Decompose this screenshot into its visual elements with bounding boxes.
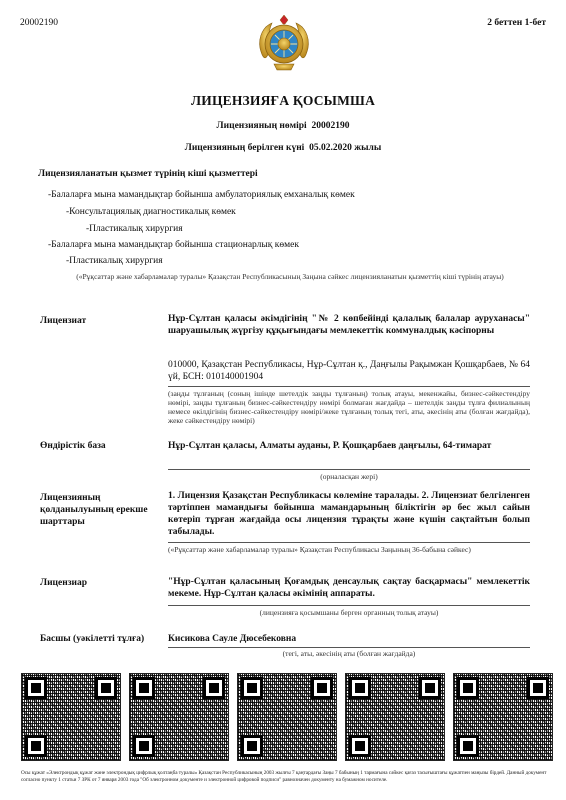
special-terms-value: 1. Лицензия Қазақстан Республикасы көлеміне таралады. 2. Лицензиат белгіленген тәртіппен мамандығы бойынша мамандарының біліктігін әр бес жыл сайын көтеріп тұрған жағдайда осы лицензия тұрақты және күшін сақтайтын болып табылады. bbox=[168, 491, 530, 537]
service-item: -Консультациялық диагностикалық көмек bbox=[66, 207, 236, 217]
special-terms-label: Лицензияның қолданылуының ерекше шарттары bbox=[40, 493, 148, 527]
license-number-value: 20002190 bbox=[311, 121, 350, 131]
service-item: -Балаларға мына мамандықтар бойынша амбулаториялық емханалық көмек bbox=[48, 190, 355, 200]
head-note: (тегі, аты, әкесінің аты (болған жағдайда) bbox=[282, 649, 416, 658]
production-base-value: Нұр-Сұлтан қаласы, Алматы ауданы, Р. Қошқарбаев даңғылы, 64-тимарат bbox=[168, 441, 492, 451]
head-label: Басшы (уәкілетті тұлға) bbox=[40, 634, 145, 644]
footer-legal-note: Осы құжат «Электрондық құжат және электрондық цифрлық қолтаңба туралы» Қазақстан Республикасының 2003 жылғы 7 қаңтардағы Заңы 7 бабының 1 тармағына сәйкес қағаз тасығыштағы құжатпен маңызы бірдей. Данный документ согласно пункту 1 статьи 7 ЗРК от 7 января 2003 года "Об электронном документе и электронной цифровой подписи" равнозначен документу на бумажном носителе. bbox=[21, 770, 547, 783]
production-base-note: (орналасқан жері) bbox=[320, 472, 378, 481]
page-indicator: 2 беттен 1-бет bbox=[487, 18, 546, 28]
licensee-label: Лицензиат bbox=[40, 316, 87, 326]
license-number-line bbox=[0, 121, 566, 131]
qr-code bbox=[453, 673, 553, 761]
document-number-header: 20002190 bbox=[20, 18, 58, 28]
licensee-address: 010000, Қазақстан Республикасы, Нұр-Сұлтан қ., Даңғылы Рақымжан Қошқарбаев, № 64 үй, БСН: 010140001904 bbox=[168, 360, 530, 382]
divider bbox=[168, 605, 530, 606]
services-note: («Рұқсаттар және хабарламалар туралы» Қазақстан Республикасының Заңына сәйкес лицензияланатын қызметтің кіші түрінің атауы) bbox=[76, 272, 504, 281]
qr-code bbox=[21, 673, 121, 761]
licensor-label: Лицензиар bbox=[40, 578, 88, 588]
licensor-value: "Нұр-Сұлтан қаласының Қоғамдық денсаулық сақтау басқармасы" мемлекеттік мекеме. Нұр-Сұлтан қаласы әкімінің аппараты. bbox=[168, 577, 530, 599]
production-base-label: Өндірістік база bbox=[40, 441, 106, 451]
licensee-name: Нұр-Сұлтан қаласы әкімдігінің "№ 2 көпбейінді қалалық балалар ауруханасы" шаруашылық жүргізу құқығындағы мемлекеттік коммуналдық кәсіпорны bbox=[168, 314, 530, 336]
service-item: -Пластикалық хирургия bbox=[66, 256, 163, 266]
page-title: ЛИЦЕНЗИЯҒА ҚОСЫМША bbox=[190, 93, 376, 108]
licensor-note: (лицензияға қосымшаны берген органның толық атауы) bbox=[259, 608, 439, 617]
issue-date-value: 05.02.2020 жылы bbox=[309, 143, 382, 153]
issue-date-line bbox=[0, 143, 566, 153]
service-item: -Балаларға мына мамандықтар бойынша стационарлық көмек bbox=[48, 240, 299, 250]
qr-code bbox=[345, 673, 445, 761]
license-number-label: Лицензияның нөмірі bbox=[216, 121, 307, 131]
service-item: -Пластикалық хирургия bbox=[86, 224, 183, 234]
divider bbox=[168, 386, 530, 387]
qr-code bbox=[129, 673, 229, 761]
subtypes-heading: Лицензияланатын қызмет түрінің кіші қызметтері bbox=[38, 169, 258, 179]
licensee-note: (заңды тұлғаның (соның ішінде шетелдік заңды тұлғаның) толық атауы, мекенжайы, бизнес-сәйкестендіру нөмірі, заңды тұлғаның бизнес-сәйкестендіру нөмірі болмаған жағдайда – шетелдік заңды тұлға филиалының немесе өкілдігінің бизнес-сәйкестендіру нөмірі/жеке тұлғаның толық тегі, аты, әкесінің аты (болған жағдайда), жеке сәйкестендіру нөмірі) bbox=[168, 389, 530, 425]
kazakhstan-state-emblem-icon bbox=[254, 14, 314, 74]
divider bbox=[168, 542, 530, 543]
issue-date-label: Лицензияның берілген күні bbox=[184, 143, 305, 153]
qr-code bbox=[237, 673, 337, 761]
special-terms-note: («Рұқсаттар және хабарламалар туралы» Қазақстан Республикасы Заңының 36-бабына сәйкес) bbox=[168, 545, 471, 554]
divider bbox=[168, 647, 530, 648]
head-value: Кисикова Сауле Дюсебековна bbox=[168, 634, 297, 644]
divider bbox=[168, 469, 530, 470]
